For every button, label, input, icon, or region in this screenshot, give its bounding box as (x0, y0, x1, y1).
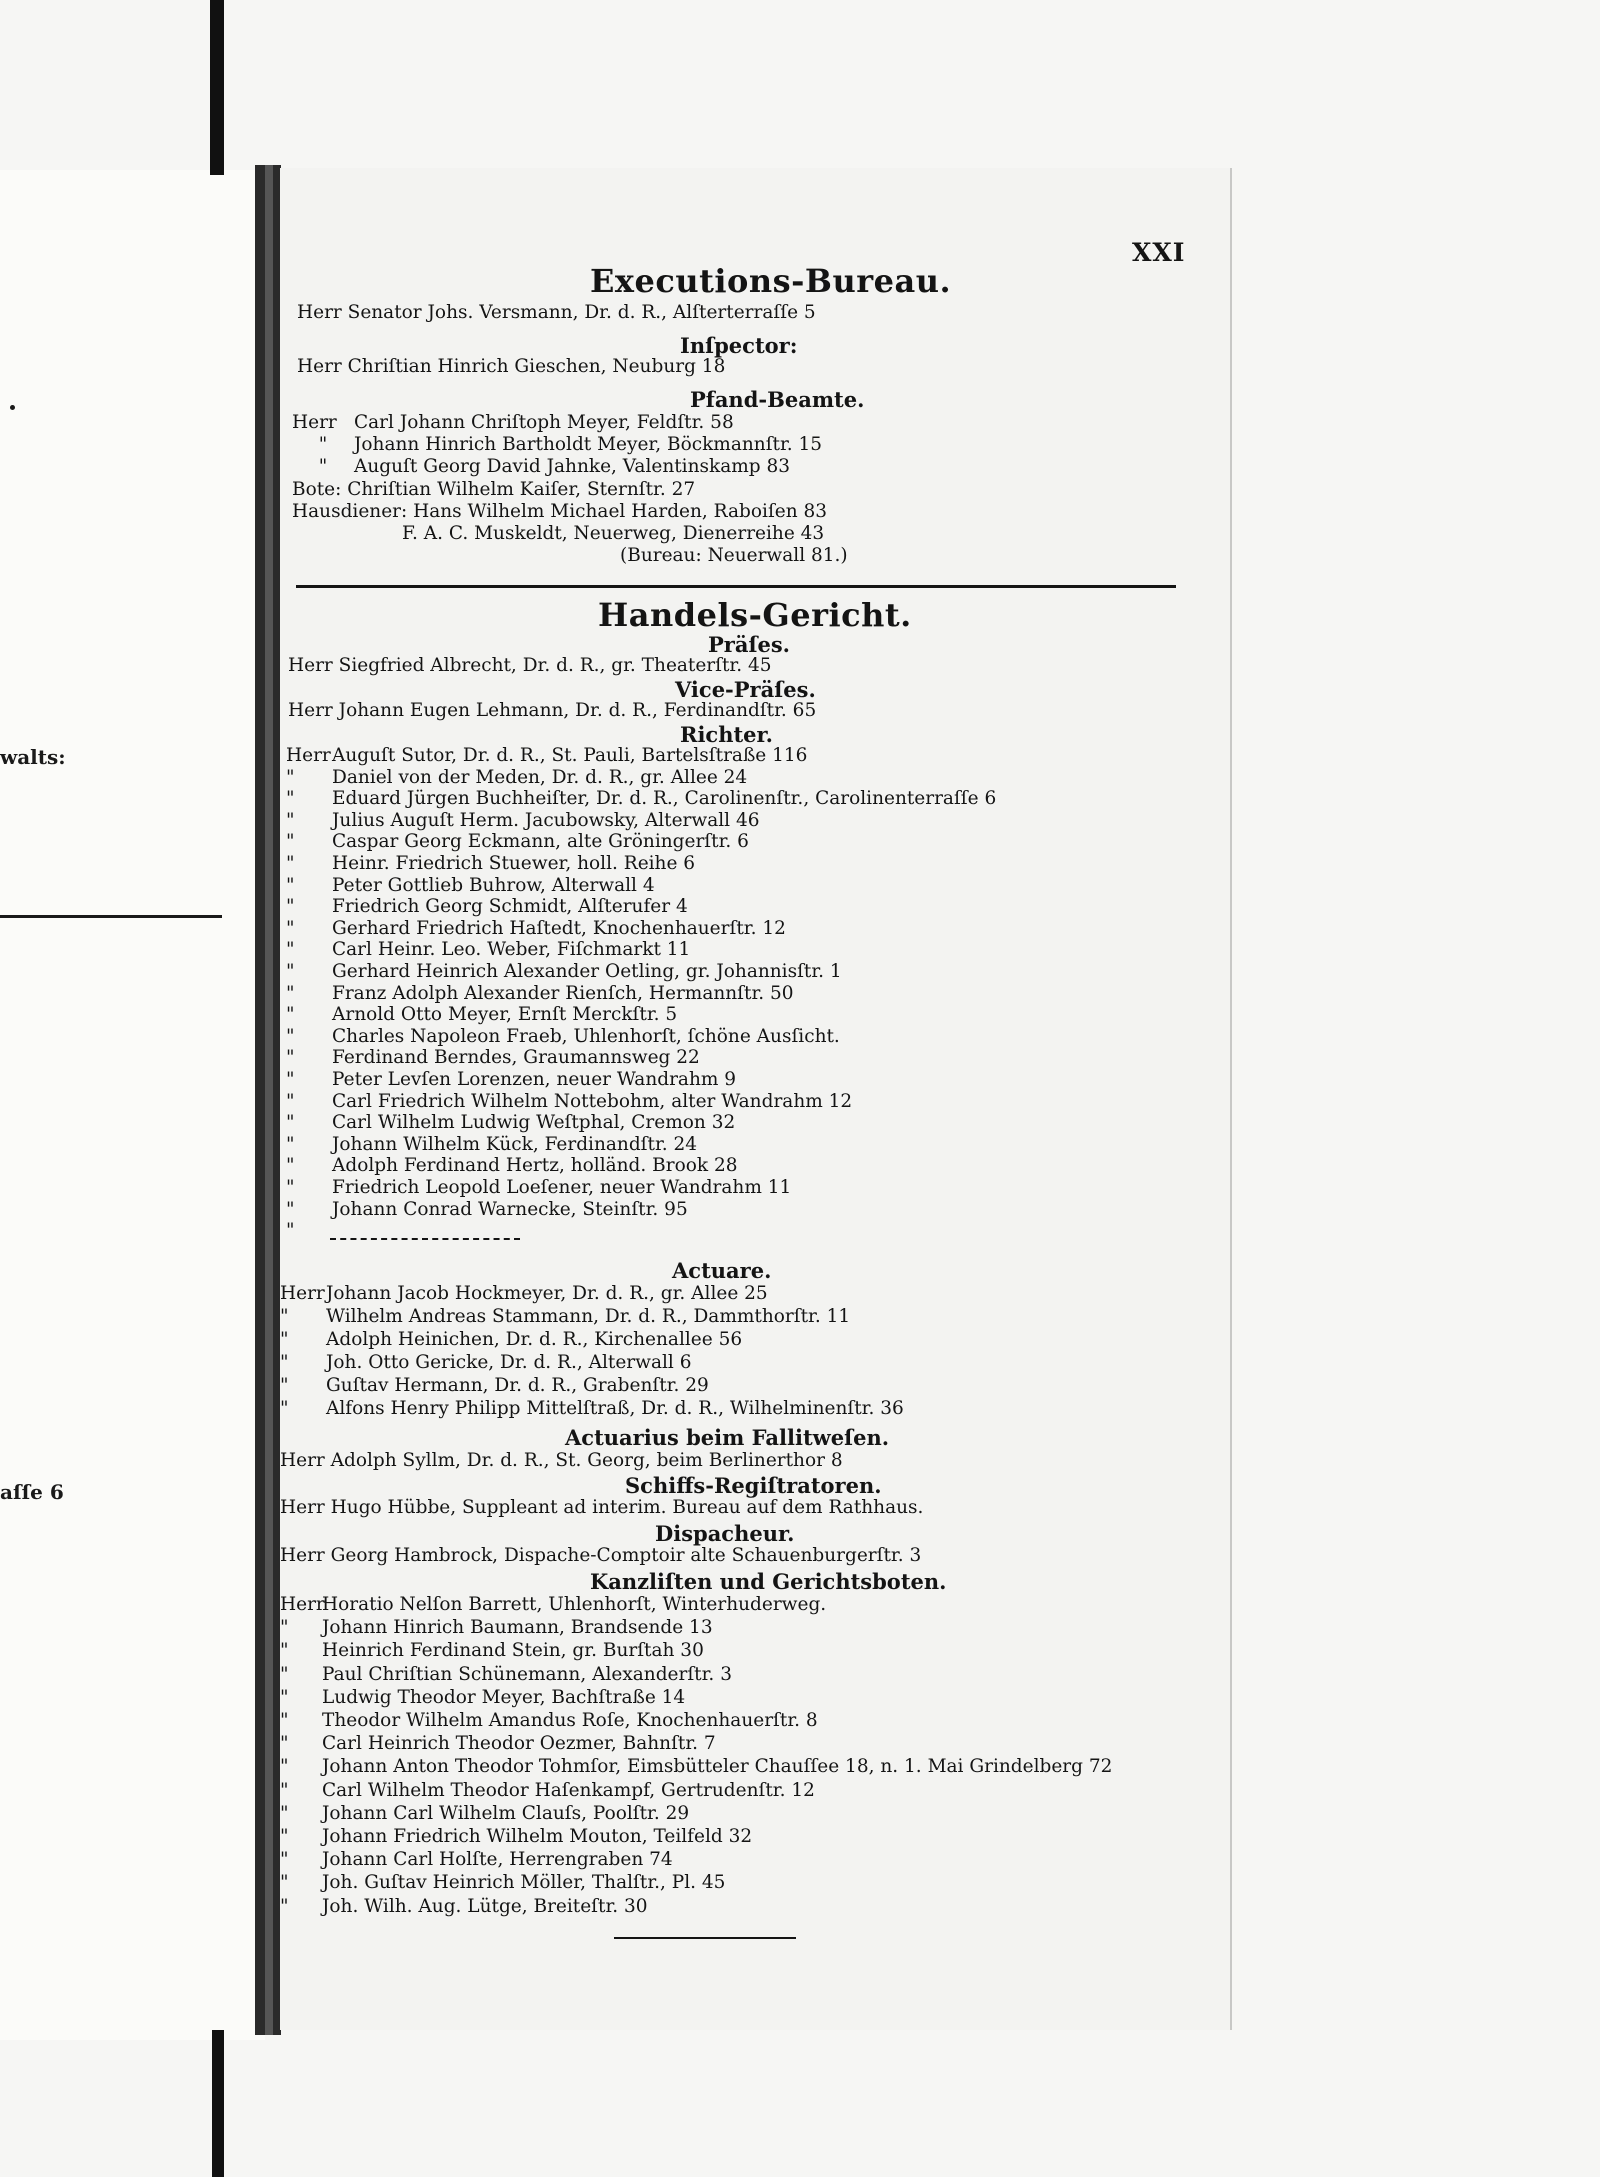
row-prefix: " (286, 1047, 295, 1069)
row-text: Gerhard Heinrich Alexander Oetling, gr. Johannisſtr. 1 (332, 961, 842, 982)
row-prefix: " (280, 1779, 289, 1801)
actuare-row (280, 1329, 742, 1351)
row-text: Heinrich Ferdinand Stein, gr. Burſtah 30 (322, 1640, 704, 1662)
row-prefix: " (280, 1663, 289, 1685)
row-text: Carl Wilhelm Theodor Haſenkampf, Gertrudenſtr. 12 (322, 1779, 815, 1801)
row-prefix: " (280, 1306, 289, 1327)
row-text: Friedrich Leopold Loeſener, neuer Wandrahm 11 (332, 1177, 792, 1198)
row-text: Daniel von der Meden, Dr. d. R., gr. Allee 24 (332, 766, 748, 788)
praeses-heading: Präſes. (708, 632, 790, 657)
richter-row (286, 875, 655, 897)
row-prefix: " (286, 1025, 295, 1047)
row-text: Eduard Jürgen Buchheiſter, Dr. d. R., Carolinenſtr., Carolinenterraſſe 6 (332, 788, 997, 810)
richter-row (286, 1091, 852, 1113)
row-prefix: " (280, 1686, 289, 1708)
row-text: Johann Carl Wilhelm Clauſs, Poolſtr. 29 (322, 1802, 690, 1824)
row-text: Theodor Wilhelm Amandus Roſe, Knochenhauerſtr. 8 (322, 1710, 818, 1731)
row-prefix: " (280, 1872, 289, 1894)
row-text: Alfons Henry Philipp Mittelſtraß, Dr. d. R., Wilhelminenſtr. 36 (326, 1398, 904, 1419)
row-text: Ferdinand Berndes, Graumannsweg 22 (332, 1047, 700, 1069)
row-prefix: " (280, 1640, 289, 1662)
row-prefix: " (280, 1802, 289, 1824)
kanzlisten-row (280, 1617, 713, 1639)
richter-row (286, 831, 749, 853)
row-prefix: " (286, 896, 295, 918)
actuare-row (280, 1375, 709, 1397)
left-fragment-2: aſſe 6 (0, 1480, 64, 1504)
richter-row (286, 896, 688, 918)
actuare-heading: Actuare. (672, 1258, 772, 1283)
row-text: Wilhelm Andreas Stammann, Dr. d. R., Dammthorſtr. 11 (326, 1306, 851, 1327)
row-prefix: " (280, 1733, 289, 1755)
row-text: Johann Friedrich Wilhelm Mouton, Teilfeld 32 (322, 1826, 753, 1847)
schiffs-heading: Schiffs-Regiſtratoren. (625, 1473, 882, 1498)
section-divider (296, 585, 1176, 588)
row-prefix: " (286, 874, 295, 896)
kanzlisten-row (280, 1896, 648, 1918)
pfand-row: " Johann Hinrich Bartholdt Meyer, Böckmannſtr. 15 (318, 434, 823, 455)
richter-row (286, 1220, 332, 1242)
kanzlisten-heading: Kanzliſten und Gerichtsboten. (590, 1569, 947, 1594)
row-text: Joh. Wilh. Aug. Lütge, Breiteſtr. 30 (322, 1895, 648, 1917)
row-text: Julius Auguſt Herm. Jacubowsky, Alterwall 46 (332, 809, 760, 831)
row-text: Ludwig Theodor Meyer, Bachſtraße 14 (322, 1686, 686, 1708)
richter-row (286, 767, 747, 789)
row-text: Johann Carl Holſte, Herrengraben 74 (322, 1849, 673, 1871)
row-text: Carl Heinr. Leo. Weber, Fiſchmarkt 11 (332, 939, 691, 961)
pfand-row: " Auguſt Georg David Jahnke, Valentinskamp 83 (318, 456, 791, 477)
kanzlisten-row (280, 1780, 815, 1802)
richter-row (286, 939, 690, 961)
row-prefix: " (286, 1004, 295, 1026)
handels-title: Handels-Gericht. (598, 596, 912, 634)
row-prefix: " (280, 1849, 289, 1871)
row-text: Joh. Otto Gericke, Dr. d. R., Alterwall 6 (326, 1352, 692, 1373)
row-prefix: " (286, 853, 295, 874)
actuare-row (280, 1306, 850, 1328)
row-text: Carl Friedrich Wilhelm Nottebohm, alter Wandrahm 12 (332, 1090, 853, 1112)
richter-row (286, 1199, 688, 1221)
row-prefix: " (286, 961, 295, 982)
richter-row (286, 810, 760, 832)
row-text: Joh. Guſtav Heinrich Möller, Thalſtr., Pl. 45 (322, 1872, 726, 1894)
row-prefix: " (286, 1198, 295, 1220)
row-text: Johann Conrad Warnecke, Steinſtr. 95 (332, 1198, 688, 1220)
row-prefix: " (286, 766, 295, 788)
kanzlisten-row (280, 1664, 732, 1686)
row-text: Caspar Georg Eckmann, alte Gröningerſtr. 6 (332, 831, 749, 853)
row-text: Peter Levſen Lorenzen, neuer Wandrahm 9 (332, 1069, 737, 1090)
actuare-row (280, 1352, 691, 1374)
kanzlisten-row (280, 1687, 685, 1709)
richter-row (286, 788, 996, 810)
row-text: Johann Anton Theodor Tohmſor, Eimsbütteler Chauſſee 18, n. 1. Mai Grindelberg 72 (322, 1756, 1113, 1778)
row-prefix: " (280, 1352, 289, 1373)
row-text: Adolph Ferdinand Hertz, holländ. Brook 28 (332, 1155, 738, 1177)
richter-row (286, 1047, 700, 1069)
actuare-row (280, 1398, 904, 1420)
kanzlisten-row (280, 1756, 1112, 1778)
row-prefix: " (280, 1398, 289, 1419)
row-text: Carl Wilhelm Ludwig Weſtphal, Cremon 32 (332, 1112, 736, 1134)
richter-row (286, 1004, 677, 1026)
row-prefix: " (280, 1617, 289, 1639)
row-text: Charles Napoleon Fraeb, Uhlenhorſt, ſchöne Ausſicht. (332, 1025, 840, 1047)
row-prefix: " (280, 1826, 289, 1847)
row-prefix: " (286, 939, 295, 961)
row-prefix: " (280, 1895, 289, 1917)
vice-entry: Herr Johann Eugen Lehmann, Dr. d. R., Ferdinandſtr. 65 (288, 700, 817, 721)
pfand-row: Herr Carl Johann Chriſtoph Meyer, Feldſtr. 58 (292, 412, 734, 433)
row-prefix: " (286, 1220, 295, 1242)
row-prefix: " (286, 917, 295, 939)
row-text: Heinr. Friedrich Stuewer, holl. Reihe 6 (332, 853, 696, 874)
actuarius-heading: Actuarius beim Fallitweſen. (565, 1425, 890, 1450)
row-text: Arnold Otto Meyer, Ernſt Merckſtr. 5 (332, 1004, 678, 1026)
actuarius-entry: Herr Adolph Syllm, Dr. d. R., St. Georg, beim Berlinerthor 8 (280, 1450, 843, 1471)
row-text: Johann Wilhelm Kück, Ferdinandſtr. 24 (332, 1133, 698, 1155)
row-text: Johann Hinrich Baumann, Brandsende 13 (322, 1617, 713, 1639)
row-text: Peter Gottlieb Buhrow, Alterwall 4 (332, 874, 655, 896)
dispacheur-entry: Herr Georg Hambrock, Dispache-Comptoir alte Schauenburgerſtr. 3 (280, 1545, 922, 1566)
kanzlisten-row (280, 1849, 673, 1871)
row-text: Johann Jacob Hockmeyer, Dr. d. R., gr. Allee 25 (326, 1283, 768, 1304)
kanzlisten-row (280, 1872, 725, 1894)
row-prefix: " (286, 1177, 295, 1198)
row-prefix: " (286, 982, 295, 1004)
row-prefix: Herr (280, 1283, 325, 1304)
bote-entry: Bote: Chriſtian Wilhelm Kaiſer, Sternſtr. 27 (292, 479, 696, 500)
row-prefix: " (280, 1710, 289, 1731)
richter-row (286, 918, 786, 940)
inspector-heading: Inſpector: (680, 333, 798, 358)
kanzlisten-row (280, 1594, 826, 1616)
hausdiener-entry: Hausdiener: Hans Wilhelm Michael Harden, Raboiſen 83 (292, 501, 828, 522)
row-text: Adolph Heinichen, Dr. d. R., Kirchenallee 56 (326, 1329, 743, 1350)
row-text: Guſtav Hermann, Dr. d. R., Grabenſtr. 29 (326, 1375, 709, 1396)
kanzlisten-row (280, 1640, 704, 1662)
kanzlisten-row (280, 1803, 689, 1825)
row-text: Gerhard Friedrich Haſtedt, Knochenhauerſtr. 12 (332, 917, 786, 939)
row-text: Horatio Nelſon Barrett, Uhlenhorſt, Winterhuderweg. (322, 1594, 827, 1615)
row-prefix: " (286, 1155, 295, 1177)
row-prefix: " (286, 1090, 295, 1112)
vacancy-dashes (330, 1238, 520, 1242)
richter-heading: Richter. (680, 722, 773, 747)
row-prefix: " (286, 831, 295, 853)
row-text: Friedrich Georg Schmidt, Alſterufer 4 (332, 896, 688, 918)
dispacheur-heading: Dispacheur. (655, 1521, 795, 1546)
executions-title: Executions-Bureau. (590, 262, 952, 300)
richter-row (286, 983, 794, 1005)
vice-heading: Vice-Präſes. (675, 677, 816, 702)
row-prefix: " (286, 809, 295, 831)
kanzlisten-row (280, 1826, 752, 1848)
row-prefix: " (280, 1375, 289, 1396)
actuare-row (280, 1283, 768, 1305)
richter-row (286, 961, 842, 983)
row-text: Franz Adolph Alexander Rienſch, Hermannſtr. 50 (332, 982, 794, 1004)
inspector-entry: Herr Chriſtian Hinrich Gieschen, Neuburg 18 (297, 356, 726, 377)
richter-row (286, 745, 807, 767)
left-fragment-1: walts: (0, 745, 66, 769)
row-prefix: Herr (280, 1594, 325, 1615)
kanzlisten-row (280, 1733, 716, 1755)
richter-row (286, 1069, 736, 1091)
row-prefix: " (280, 1329, 289, 1350)
praeses-entry: Herr Siegfried Albrecht, Dr. d. R., gr. Theaterſtr. 45 (288, 655, 772, 676)
hausdiener-entry-2: F. A. C. Muskeldt, Neuerweg, Dienerreihe 43 (402, 523, 825, 544)
closing-rule (614, 1937, 796, 1939)
richter-row (286, 1112, 735, 1134)
richter-row (286, 1155, 738, 1177)
row-prefix: Herr (286, 745, 331, 766)
row-prefix: " (286, 1112, 295, 1134)
row-prefix: " (286, 1069, 295, 1090)
richter-row (286, 1026, 840, 1048)
schiffs-entry: Herr Hugo Hübbe, Suppleant ad interim. Bureau auf dem Rathhaus. (280, 1497, 924, 1518)
page-number: XXI (1132, 238, 1186, 267)
row-text: Carl Heinrich Theodor Oezmer, Bahnſtr. 7 (322, 1733, 716, 1755)
executions-head: Herr Senator Johs. Versmann, Dr. d. R., Alſterterraſſe 5 (297, 302, 816, 323)
bureau-address: (Bureau: Neuerwall 81.) (620, 545, 848, 566)
richter-row (286, 1177, 791, 1199)
kanzlisten-row (280, 1710, 818, 1732)
row-prefix: " (286, 1133, 295, 1155)
richter-row (286, 1134, 697, 1156)
row-prefix: " (280, 1756, 289, 1778)
pfand-heading: Pfand-Beamte. (690, 387, 865, 412)
richter-row (286, 853, 695, 875)
row-text: Paul Chriſtian Schünemann, Alexanderſtr. 3 (322, 1663, 732, 1685)
row-text: Auguſt Sutor, Dr. d. R., St. Pauli, Bartelsſtraße 116 (332, 745, 808, 766)
row-prefix: " (286, 788, 295, 810)
